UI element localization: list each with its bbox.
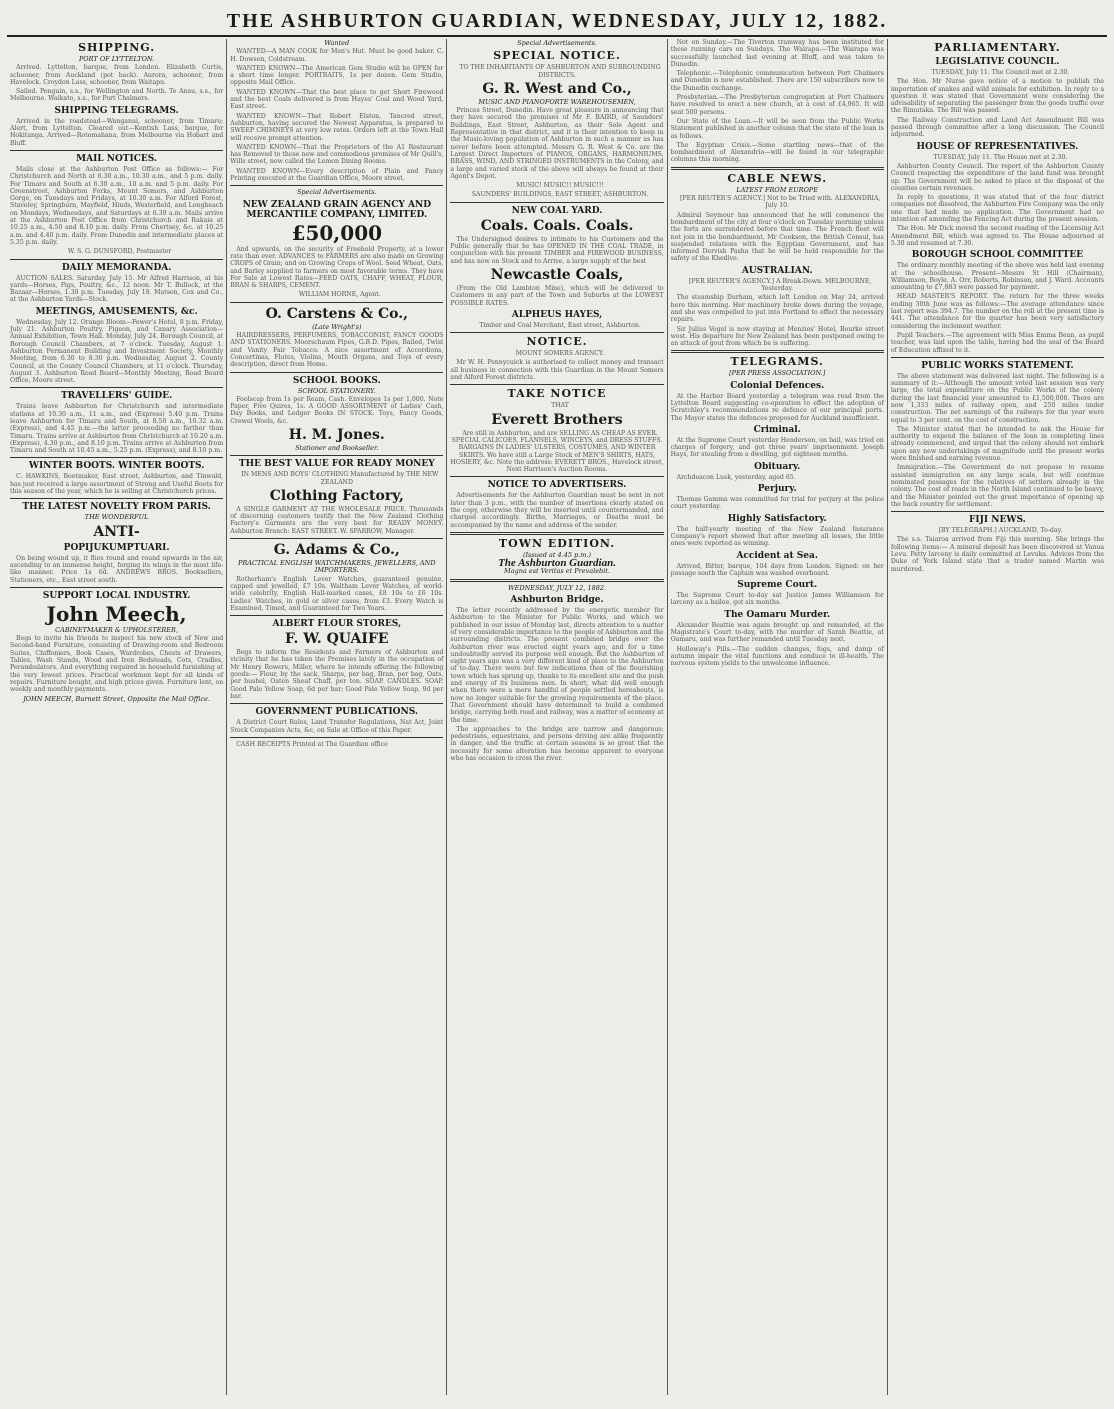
carstens-name: O. Carstens & Co., bbox=[265, 305, 408, 322]
notice-heading: NOTICE. bbox=[526, 335, 588, 349]
alpheus-name: ALPHEUS HAYES, bbox=[511, 309, 603, 320]
supreme-court-heading: Supreme Court. bbox=[737, 580, 818, 591]
column-5: PARLIAMENTARY. LEGISLATIVE COUNCIL. TUESDAY, July 11. The Council met at 2.30. The Hon. Mr Nurse gave notice of a motion to publish the importation of snakes and wild animals for exhibition. In reply to a question it was stated that Government were considering the advisability of separating the passenger from the goods traffic over the Rimutaka. The Bill was passed. The Railway Construction and Land Act Amendment Bill was passed through committee after a long discussion. The Council adjourned. HOUSE OF REPRESENTATIVES. TUESDAY, July 11. The House met at 2.30. Ashburton County Council. The report of the Ashburton County Council respecting the expenditure of the land fund was brought up. The Government will be asked to place at the disposal of the counties certain revenues. In reply to questions, it was stated that of the four district companies not dissolved, the Ashburton Fire Company was the only one that had made no application. The Government had no intention of amending the Fencing Act during the present session. The Hon. Mr Dick moved the second reading of the Licensing Act Amendment Bill, which was agreed to. The House adjourned at 5.30 and resumed at 7.30. BOROUGH SCHOOL COMMITTEE The ordinary monthly meeting of the above was held last evening at the schoolhouse. Present—Messrs St Hill (Chairman), Williamson, Boyle, A. Orr, Roberts, Robinson, and J. Ward. Accounts amounting to £7,883 were passed for payment. HEAD MASTER'S REPORT. The return for the three weeks ending 30th June was as follows:—The average attendance since last report was 394.7. The number on the roll at the present time is 441. The attendance for the quarter has been very satisfactory considering the inclement weather. Pupil Teachers.—The agreement with Miss Emma Bean, as pupil teacher, was laid upon the table, having had the seal of the Board of Education affixed to it. PUBLIC WORKS STATEMENT. The above statement was delivered last night. The following is a summary of it:—Although the amount voted last session was very large, the total expenditure on the Public Works of the colony during the last financial year amounted to £1,500,000. There are now 1,333 miles of railway open, and 250 miles under construction. The net earnings of the railways for the year were equal to 3 per cent. on the cost of construction. The Minister stated that he intended to ask the House for authority to expend the balance of the loan in completing lines already commenced, and urged that the colony should not embark upon any new undertakings of magnitude until the present works were finished and earning revenue. Immigration.—The Government do not propose to resume assisted immigration on any large scale, but will continue nominated passages for the relatives of settlers already in the colony. The cost of roads in the North Island continued to be heavy, and the Minister pointed out the great importance of opening up the back country for settlement. FIJI NEWS. [BY TELEGRAPH.] AUCKLAND, To-day. The s.s. Taiaroa arrived from Fiji this morning. She brings the following items:— A mineral deposit has been discovered at Vanua Levu. Petty larceny is daily committed at Levuka. Advices from the Duke of York Island state that a trader named Martin was murdered. bbox=[890, 41, 1105, 573]
obituary-heading: Obituary. bbox=[754, 461, 801, 472]
west-name: G. R. West and Co., bbox=[482, 80, 632, 97]
criminal-heading: Criminal. bbox=[753, 424, 801, 435]
shipping-heading: SHIPPING. bbox=[78, 41, 156, 54]
fiji-news-heading: FIJI NEWS. bbox=[969, 515, 1026, 526]
port-heading: PORT OF LYTTELTON. bbox=[78, 55, 155, 63]
school-books-heading: SCHOOL BOOKS. bbox=[292, 375, 381, 386]
novelty-heading: THE LATEST NOVELTY FROM PARIS. bbox=[22, 502, 211, 513]
column-4: Not on Sunday.—The Tiverton tramway has been instituted for these running cars on Sundays. The Wairapa.—The Wairapa was successfully launched last evening at Bluff, and was taken to Dunedin. Telephonic.—Telephonic communication between Port Chalmers and Dunedin is now established. There are 150 subscribers now to the Dunedin exchange. Presbyterian.—The Presbyterian congregation at Port Chalmers have resolved to erect a new church, at a cost of £4,965. It will seat 500 persons. Our State of the Loan.—It will be seen from the Public Works Statement published in another column that the state of the loan is as follows. The Egyptian Crisis.—Some startling news—that of the bombardment of Alexandria—will be found in our telegraphic columns this morning. CABLE NEWS. LATEST FROM EUROPE [PER REUTER'S AGENCY.] Not to be Tried with. ALEXANDRIA, July 10. Admiral Seymour has announced that he will commence the bombardment of the city at four o'clock on Tuesday morning unless the forts are surrendered before that time. The French fleet will not join in the bombardment. Mr Cookson, the British Consul, has suspended relations with the Egyptian Government, and has informed Dervish Pasha that he will be held responsible for the safety of the Khedive. AUSTRALIAN. [PER REUTER'S AGENCY.] A Break-Down. MELBOURNE, Yesterday. The steamship Durham, which left London on May 24, arrived here this morning. Her machinery broke down during the voyage, and she was compelled to put into Portland to effect the necessary repairs. Sir Julius Vogel is now staying at Menzies' Hotel, Bourke street west. His departure for New Zealand has been postponed owing to an attack of gout from which he is suffering. TELEGRAMS. [PER PRESS ASSOCIATION.] Colonial Defences. At the Harbor Board yesterday a telegram was read from the Lyttelton Board suggesting co-operation to effect the adoption of Scratchley's recommendations re defence of our principal ports. The Mayor states the defences proposed for Auckland insufficient. Criminal. At the Supreme Court yesterday Henderson, on bail, was tried on charges of forgery, and got three years' imprisonment. Joseph Hays, for stealing from a dwelling, got eighteen months. Obituary. Archdeacon Lusk, yesterday, aged 65. Perjury. Thomas Gamma was committed for trial for perjury at the police court yesterday. Highly Satisfactory. The half-yearly meeting of the New Zealand Insurance Company's report showed that after meeting all losses, the little ones were reported as winning. Accident at Sea. Arrived, Bitter, barque, 104 days from London. Signed: on her passage south the Captain was washed overboard. Supreme Court. The Supreme Court to-day sat Justice James Williamson for larceny as a bailee, got six months. The Oamaru Murder. Alexander Beattie was again brought up and remanded, at the Magistrate's Court to-day, with the murder of Sarah Beattie, at Oamaru, and was further remanded until Tuesday next. Holloway's Pills.—The sudden changes, fogs, and damp of autumn impair the vital functions and conduce to ill-health. The nervous system yields to the unwelcome influence. bbox=[668, 39, 888, 1395]
masthead-title: THE ASHBURTON GUARDIAN, WEDNESDAY, JULY 12, 1882. bbox=[226, 9, 888, 32]
grain-co-heading: NEW ZEALAND GRAIN AGENCY AND MERCANTILE COMPANY, LIMITED. bbox=[242, 199, 432, 220]
special-ads-2: Special Advertisements. bbox=[296, 188, 377, 197]
everett-name: Everett Brothers bbox=[491, 411, 623, 428]
adams-sub: PRACTICAL ENGLISH WATCHMAKERS, JEWELLERS, AND IMPORTERS. bbox=[238, 559, 436, 575]
special-notice-heading: SPECIAL NOTICE. bbox=[493, 49, 621, 63]
bridge-heading: Ashburton Bridge. bbox=[510, 595, 604, 606]
accident-heading: Accident at Sea. bbox=[736, 550, 818, 561]
columns bbox=[7, 39, 1107, 1395]
adams-name: G. Adams & Co., bbox=[273, 542, 400, 559]
town-edition: TOWN EDITION. bbox=[498, 536, 616, 550]
meetings-heading: MEETINGS, AMUSEMENTS, &c. bbox=[35, 306, 198, 317]
public-works-heading: PUBLIC WORKS STATEMENT. bbox=[921, 360, 1074, 371]
meech-footer: JOHN MEECH, Burnett Street, Opposite the Mail Office. bbox=[23, 694, 211, 703]
cable-news-heading: CABLE NEWS. bbox=[727, 171, 828, 185]
shipping-telegrams-heading: SHIPPING TELEGRAMS. bbox=[54, 105, 179, 116]
jones-name: H. M. Jones. bbox=[288, 426, 385, 443]
mail-notices-heading: MAIL NOTICES. bbox=[76, 153, 158, 164]
issued-time: (Issued at 4.45 p.m.) bbox=[522, 550, 592, 559]
column-1: SHIPPING. PORT OF LYTTELTON. Arrived. Lyttelton, barque, from London. Elizabeth Curtis, schooner, from Auckland (pot back). Aurora, schooner, from Havelock. Croydon Lass, schooner, from Waitapu. Sailed. Penguin, s.s., for Wellington and North. Te Anau, s.s., for Melbourne. Waikato, s.s., for Port Chalmers. SHIPPING TELEGRAMS. Arrived in the roadstead—Wanganui, schooner, from Timaru; Alert, from Lyttelton. Cleared out—Kentish Lass, barque, for Hokitanga. Arrived—Rotomahana, from Melbourne via Hobart and Bluff. MAIL NOTICES. Mails close at the Ashburton Post Office as follows:— For Christchurch and North at 6.30 a.m., 10.30 a.m., and 5 p.m. daily. For Timaru and South at 6.30 a.m., 10 a.m. and 5 p.m. daily. For Greenstreet, Ashburton Forks, Mount Somers, and Ashburton Gorge, on Tuesdays and Fridays, at 10.30 a.m. For Alford Forest, Staveley, Springburn, Mayfield, Hinds, Westerfield, and Longbeach on Mondays, Wednesdays, and Saturdays at 6.30 a.m. Mails arrive at the Ashburton Post Office from Christchurch and Rakaia at 10.25 a.m., 4.50 and 8.10 p.m. daily. From Chertsey, &c. at 10.25 a.m. and 4.40 p.m. daily. From Dunedin and intermediate places at 5.35 p.m. daily. W. S. G. DUNSFORD, Postmaster DAILY MEMORANDA. AUCTION SALES. Saturday, July 15. Mr Alfred Harrison, at his yards—Horses, Pigs, Poultry, &c., 12 noon. Mr T. Bullock, at the Bazaar—Horses, 1.30 p.m. Tuesday, July 18. Matson, Cox and Co., at the Ashburton Yards—Stock. MEETINGS, AMUSEMENTS, &c. Wednesday, July 12. Orange Bloom—Fewer's Hotel, 8 p.m. Friday, July 21. Ashburton Poultry, Pigeon, and Canary Association—Annual Exhibition, Town Hall. Monday, July 24. Borough Council, at Borough Council Chambers, at 7 o'clock. Tuesday, August 1. Ashburton Permanent Building and Investment Society, Monthly Meeting, from 6.30 to 8.30 p.m. Wednesday, August 2. County Council, at the County Council Chambers, at 11 o'clock. Thursday, August 3. Ashburton Road Board—Monthly Meeting, Road Board Office, Moore street. TRAVELLERS' GUIDE. Trains leave Ashburton for Christchurch and intermediate stations at 10.30 a.m., 11 a.m., and (Express) 5.40 p.m. Trains leave Ashburton for Timaru and South, at 8.50 a.m., 10.32 a.m. (Express), and 4.45 p.m.—the latter proceeding no farther than Timaru. Trains arrive at Ashburton from Christchurch at 10.20 a.m. (Express), 4.30 p.m., and 8.10 p.m. Trains arrive at Ashburton from Timaru and South at 10.45 a.m., 5.25 p.m. (Express), and 8.10 p.m. WINTER BOOTS. WINTER BOOTS. C. HAWKINS, Bootmaker, East street, Ashburton, and Tinwald, has just received a large assortment of Strong and Useful Boots for this season of the year, which he is selling at Christchurch prices. THE LATEST NOVELTY FROM PARIS. THE WONDERFUL ANTI- POPIJUKUMPTUARI. On being wound up, it flies round and round upwards in the air, ascending to an immense height, forging its wings in the most life-like manner. Price 1s 6d. ANDREWS BROS. Booksellers, Stationers, etc., East street south. SUPPORT LOCAL INDUSTRY. John Meech, CABINETMAKER & UPHOLSTERER, Begs to invite his friends to inspect his new stock of New and Second-hand Furniture, consisting of Drawing-room and Bedroom Suites, Chiffoniers, Book Cases, Wardrobes, Chests of Drawers, Tables, Wash Stands, Wood and Iron Bedsteads, Cots, Cradles, Perambulators. And everything required in household furnishing at the very lowest prices. Practical workmen kept for all kinds of repairs. Furniture bought, and high prices given. Furniture lent, on weekly and monthly payments. JOHN MEECH, Burnett Street, Opposite the Mail Office. bbox=[7, 39, 227, 1395]
borough-committee: BOROUGH SCHOOL COMMITTEE bbox=[911, 250, 1084, 261]
newcastle-heading: Newcastle Coals, bbox=[490, 266, 624, 283]
support-heading: SUPPORT LOCAL INDUSTRY. bbox=[42, 590, 191, 601]
notice-advertisers: NOTICE TO ADVERTISERS. bbox=[487, 480, 627, 491]
coal-yard-heading: NEW COAL YARD. bbox=[511, 205, 603, 216]
take-notice-heading: TAKE NOTICE bbox=[507, 387, 607, 401]
paper-name: The Ashburton Guardian. bbox=[498, 557, 616, 570]
meech-name: John Meech, bbox=[46, 601, 187, 626]
telegrams-heading: TELEGRAMS. bbox=[730, 355, 824, 369]
wanted-heading: Wanted bbox=[324, 39, 350, 47]
newspaper-page bbox=[7, 7, 1107, 1395]
school-stationery: SCHOOL STATIONERY. bbox=[297, 386, 376, 395]
press-association: [PER PRESS ASSOCIATION.] bbox=[729, 369, 826, 378]
house-heading: HOUSE OF REPRESENTATIVES. bbox=[916, 141, 1079, 152]
postmaster: W. S. G. DUNSFORD, Postmaster bbox=[67, 248, 172, 256]
horne-agent: WILLIAM HORNE, Agent. bbox=[298, 291, 381, 299]
west-sub: MUSIC AND PIANOFORTE WAREHOUSEMEN, bbox=[478, 97, 636, 106]
oamaru-heading: The Oamaru Murder. bbox=[724, 609, 831, 620]
best-value-heading: THE BEST VALUE FOR READY MONEY bbox=[238, 459, 435, 470]
winter-boots-heading: WINTER BOOTS. WINTER BOOTS. bbox=[28, 461, 205, 472]
masthead bbox=[7, 7, 1107, 37]
clothing-factory: Clothing Factory, bbox=[269, 487, 404, 504]
daily-memoranda-heading: DAILY MEMORANDA. bbox=[61, 262, 172, 273]
column-2: Wanted WANTED—A MAN COOK for Men's Hut. Must be good baker. C. H. Dowson, Coldstream. WANTED KNOWN—The American Gem Studio will be OPEN for a short time longer. PORTRAITS, 1s per dozen. Gem Studio, opposite Mail Office. WANTED KNOWN—That the best place to get Short Firewood and the best Coals delivered is from Hayes' Coal and Wood Yard, East street. WANTED KNOWN—That Robert Elston, Tancred street, Ashburton, having secured the Newest Apparatus, is prepared to SWEEP CHIMNEYS at very low rates. Orders left at the Town Hall will receive prompt attention. WANTED KNOWN—That the Proprietors of the A1 Restaurant has Removed to those new and commodious premises of Mr Quill's, Wills street, now called the Lemon Dining Rooms. WANTED KNOWN—Every description of Plain and Fancy Printing executed at the Guardian Office, Moore street. Special Advertisements. NEW ZEALAND GRAIN AGENCY AND MERCANTILE COMPANY, LIMITED. £50,000 And upwards, on the security of Freehold Property, at a lower rate than ever. ADVANCES to FARMERS are also made on Growing CROPS of Grain; and on Growing Crops of Wool. Seed Wheat, Oats, and Barley supplied to farmers on most favorable terms. They have For Sale at Lowest Rates—FEED OATS, CHAFF, WHEAT, FLOUR, BRAN & SHARPS, CEMENT. WILLIAM HORNE, Agent. O. Carstens & Co., (Late Wright's) HAIRDRESSERS, PERFUMERS, TOBACCONIST, FANCY GOODS AND STATIONERS. Moorschaum Pipes, G.B.D. Pipes, Bailed, Twist and Vanity Fair Tobacco. A nice assortment of Accordions, Concertinas, Flutes, Violins, Mouth Organs, and Toys of every description, direct from Home. SCHOOL BOOKS. SCHOOL STATIONERY. Foolscap from 1s per Ream, Cash. Envelopes 1s per 1,000. Note Paper, Five Quires, 1s. A GOOD ASSORTMENT of Ladies' Cash, Day Books, and Ledger Books IN STOCK. Toys, Fancy Goods, Crewel Wools, &c. H. M. Jones. Stationer and Bookseller. THE BEST VALUE FOR READY MONEY IN MENS AND BOYS' CLOTHING Manufactured by THE NEW ZEALAND Clothing Factory, A SINGLE GARMENT AT THE WHOLESALE PRICE. Thousands of discerning customers testify that the New Zealand Clothing Factory's Garments are the very best for READY MONEY. Ashburton Branch: EAST STREET. W. SPARROW, Manager. G. Adams & Co., PRACTICAL ENGLISH WATCHMAKERS, JEWELLERS, AND IMPORTERS. Rotherham's English Lever Watches, guaranteed genuine, capped and jewelled, £7 10s. Waltham Lever Watches, of world-wide celebrity, English Hall-marked cases, £8 10s to £6 10s. Ladies' Watches, in gold or silver cases, from £3. Every Watch is Examined, Timed, and Guaranteed for Two Years. ALBERT FLOUR STORES, F. W. QUAIFE Begs to inform the Residents and Farmers of Ashburton and vicinity that he has taken the Premises lately in the occupation of Mr Henry Rowers, Miller, where he intends offering the following goods:— Flour, by the sack, Sharps, per bag, Bran, per bag, Oats, per bushel, Oaten Sheaf Chaff, per ton. SOAP. CANDLES. SOAP. Good Pale Yellow Soap, 6d per bar; Good Pale Yellow Soap, 9d per bar. GOVERNMENT PUBLICATIONS. A District Court Rules, Land Transfer Regulations, Nat Act, Joint Stock Companies Acts, &c, on Sale at Office of this Paper. CASH RECEIPTS Printed at The Guardian office bbox=[227, 39, 447, 1395]
satisfactory-heading: Highly Satisfactory. bbox=[727, 513, 827, 524]
australian-heading: AUSTRALIAN. bbox=[741, 265, 813, 276]
meech-sub: CABINETMAKER & UPHOLSTERER, bbox=[55, 625, 179, 634]
perjury-heading: Perjury. bbox=[757, 484, 797, 495]
coals-heading: Coals. Coals. Coals. bbox=[480, 217, 634, 234]
parliamentary-heading: PARLIAMENTARY. bbox=[934, 41, 1061, 54]
column-3: Special Advertisements. SPECIAL NOTICE. TO THE INHABITANTS OF ASHBURTON AND SURROUNDING DISTRICTS. G. R. West and Co., MUSIC AND PIANOFORTE WAREHOUSEMEN, Princes Street, Dunedin. Have great pleasure in announcing that they have secured the premises of Mr F. BAIRD, of Saunders' Buildings, East Street, Ashburton, as their Sole Agent and Representative in that district, and it is their intention to keep in the Music-loving population of Ashburton in such a manner as has never before been attempted. Messrs G. R. West & Co. are the Largest Direct Importers of PIANOS, ORGANS, HARMONIUMS, BRASS, WIND, AND STRINGED INSTRUMENTS in the Colony, and a large and varied stock of the above will always be found at their Agent's Depot. MUSIC! MUSIC!! MUSIC!!! SAUNDERS' BUILDINGS, EAST STREET, ASHBURTON. NEW COAL YARD. Coals. Coals. Coals. The Undersigned desires to intimate to his Customers and the Public generally that he has OPENED IN THE COAL TRADE, in conjunction with his present TIMBER and FIREWOOD BUSINESS, and has now on Stock and to Arrive, a large supply of the best Newcastle Coals, (From the Old Lambton Mine), which will be delivered to Customers in any part of the Town and Suburbs at the LOWEST POSSIBLE RATES. ALPHEUS HAYES, Timber and Coal Merchant, East street, Ashburton. NOTICE. MOUNT SOMERS AGENCY. Mr W. H. Pennycuick is authorised to collect money and transact all business in connection with this Guardian in the Mount Somers and Alford Forest districts. TAKE NOTICE THAT Everett Brothers Are still in Ashburton, and are SELLING AS CHEAP AS EVER. SPECIAL CALICOES, FLANNELS, WINCEYS, and DRESS STUFFS. BARGAINS IN LADIES' ULSTERS, COSTUMES, AND WINTER SKIRTS. We have still a Large Stock of MEN'S SHIRTS, HATS, HOSIERY, &c. Note the address: EVERETT BROS., Havelock street, Next Harrison's Auction Rooms. NOTICE TO ADVERTISERS. Advertisements for the Ashburton Guardian must be sent in not later than 3 p.m., with the number of insertions clearly stated on the copy, otherwise they will be inserted until countermanded, and charged accordingly. Births, Marriages, or Deaths must be accompanied by the name and address of the sender. TOWN EDITION. (Issued at 4.45 p.m.) The Ashburton Guardian. Magna est Veritas et Prevalebit. WEDNESDAY, JULY 12, 1882. Ashburton Bridge. The letter recently addressed by the energetic member for Ashburton to the Minister for Public Works, and which we published in our issue of Monday last, directs attention to a matter of very considerable importance to the people of Ashburton and the surrounding districts. The present combined bridge over the Ashburton river was erected eight years ago, and for a time undoubtedly served its purpose well enough. But the Ashburton of eight years ago was a very different kind of place to the Ashburton of to-day. There were but few indications then of the flourishing town which has sprung up, thanks to its excellent site and the push and energy of its business men. In short, what did well enough when there were a mere handful of people settled hereabouts, is now no longer suitable for the growing requirements of the place. That Government should have determined to build a combined bridge, carrying both road and railway, was a matter of economy at the time. The approaches to the bridge are narrow and dangerous; pedestrians, equestrians, and persons driving are alike frequently in danger, and the traffic at certain seasons is so great that the necessity for some alteration has become apparent to everyone who has occasion to cross the river. bbox=[447, 39, 667, 1395]
travellers-heading: TRAVELLERS' GUIDE. bbox=[60, 391, 173, 402]
wonderful-label: THE WONDERFUL bbox=[84, 513, 149, 522]
cash-receipts: CASH RECEIPTS Printed at The Guardian office bbox=[236, 740, 388, 748]
special-ads-3: Special Advertisements. bbox=[517, 39, 597, 47]
carstens-sub: (Late Wright's) bbox=[312, 322, 362, 331]
hawkins-name: C. HAWKINS, Bootmaker, East street bbox=[16, 473, 139, 481]
colonial-defences: Colonial Defences. bbox=[730, 380, 825, 391]
jones-sub: Stationer and Bookseller. bbox=[295, 443, 379, 452]
latest-europe: LATEST FROM EUROPE bbox=[736, 185, 819, 194]
govt-publications: GOVERNMENT PUBLICATIONS. bbox=[255, 707, 419, 718]
anti-label: ANTI- bbox=[93, 523, 140, 540]
dateline: WEDNESDAY, JULY 12, 1882. bbox=[507, 583, 607, 592]
quaife-name: F. W. QUAIFE bbox=[285, 631, 389, 648]
albert-heading: ALBERT FLOUR STORES, bbox=[272, 619, 402, 630]
paper-motto: Magna est Veritas et Prevalebit. bbox=[504, 567, 610, 576]
legislative-council-heading: LEGISLATIVE COUNCIL. bbox=[935, 57, 1060, 67]
loan-amount: £50,000 bbox=[291, 220, 383, 245]
popi-label: POPIJUKUMPTUARI. bbox=[63, 542, 170, 553]
